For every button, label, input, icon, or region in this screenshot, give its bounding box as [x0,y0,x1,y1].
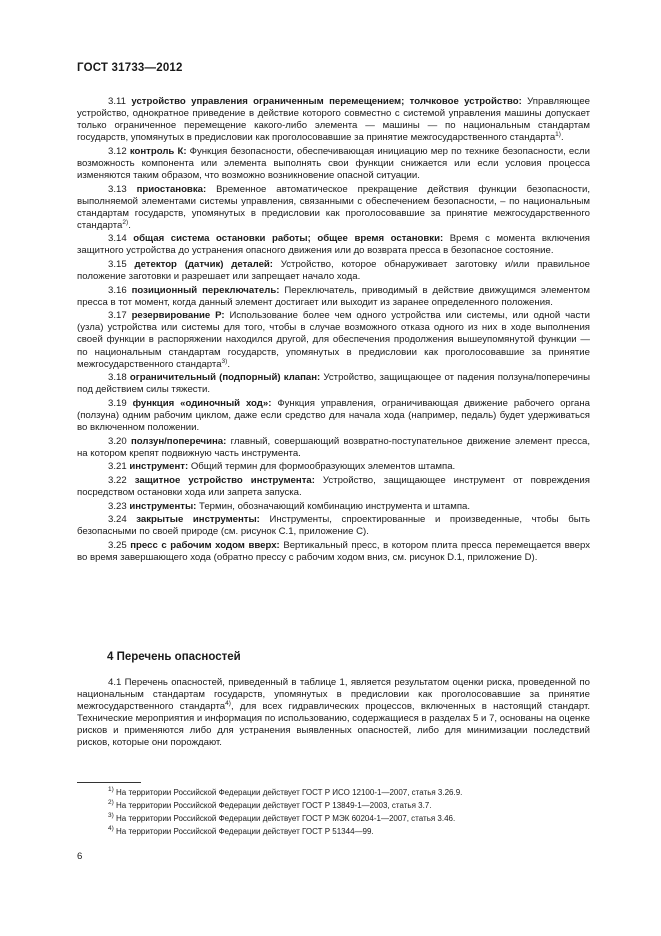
definition-item: 3.20 ползун/поперечина: главный, совершающий возвратно-поступательное движение элемент пресса, на котором крепят подвижную часть инструмента. [77,435,590,459]
definition-text: Устройство, защищающее от падения ползуна/поперечины под действием силы тяжести. [77,372,590,396]
footnote-item: $^{4)}$ На территории Российской Федерации действует ГОСТ Р 51344—99. [108,825,374,837]
section-heading: 4 Перечень опасностей [107,651,241,663]
footnote-ref: 1) [555,131,561,139]
definition-term: устройство управления ограниченным перемещением; толчковое устройство: [131,96,522,107]
footnote-ref: 3) [221,357,228,365]
definition-text: Функция безопасности, обеспечивающая инициацию мер по технике безопасности, если возможность компонента или элемента выполнять свои функции снижается или если условия процесса изменяются таким образом, что возможно возникновение опасной ситуации. [77,145,590,181]
definition-text: Устройство, которое обнаруживает заготовку и/или правильное положение заготовки и разрешает или запрещает начало хода. [77,258,590,283]
definition-term: общая система остановки работы; общее время остановки: [133,233,444,245]
definition-item: 3.12 контроль К: Функция безопасности, обеспечивающая инициацию мер по технике безопасности, если возможность компонента или элемента выполнять свои функции снижается или если условия процесса изменяются таким образом, что возможно возникновение опасной ситуации. [77,145,590,181]
definition-term: инструмент: [129,461,189,473]
definition-term: контроль К: [129,145,187,157]
definition-term: ограничительный (подпорный) клапан: [129,372,321,384]
footnote-item: $^{3)}$ На территории Российской Федерации действует ГОСТ Р МЭК 60204-1—2007, статья 3.46. [108,812,456,824]
definition-term: приостановка: [136,183,207,195]
section-paragraph: 4.1 Перечень опасностей, приведенный в таблице 1, является результатом оценки риска, проведенной по национальным стандартам государств, упомянутых в предисловии как проголосовавшие за принятие межгосударственного стандарта$^{4)}$, для всех гидравлических процессов, включенных в настоящий стандарт. Технические мероприятия и информация по использованию, содержащиеся в разделах 5 и 7, основаны на оценке рисков и применяются либо для устранения выявленных опасностей, либо для минимизации последствий рисков, которые они порождают. [77,677,590,749]
definition-text: Переключатель, приводимый в действие движущимся элементом пресса в тот момент, когда данный элемент достигает или выходит из заранее определенного положения. [77,284,590,308]
page-number: 6 [77,851,83,862]
definition-text: Временное автоматическое прекращение действия функции безопасности, выполняемой элементами системы управления, связанными с обеспечением безопасности, – по национальным стандартам государств, упомянутых в предисловии как проголосовавшие за принятие межгосударственного стандарта [77,183,590,231]
definition-term: позиционный переключатель: [131,284,280,296]
definition-item: 3.25 пресс с рабочим ходом вверх: Вертикальный пресс, в котором плита пресса перемещается вверх во время завершающего хода (обратно прессу с рабочим ходом вниз, см. рисунок D.1, приложение D). [77,539,591,563]
definition-item: 3.17 резервирование Р: Использование более чем одного устройства или системы, или одной части (узла) устройства или системы для того, чтобы в случае возможного отказа одного из них в ходе выполнения своей функции в распоряжении находился другой, для обеспечения продолжения вышеупомянутой функции — по национальным стандартам государств, упомянутых в предисловии как проголосовавшие за принятие межгосударственного стандарта$^{3)}$. [77,310,590,370]
footnote-divider [77,782,141,783]
footnote-ref: 4) [225,700,231,708]
definition-text: Управляющее устройство, однократное приведение в действие которого совместно с системой управления машины допускает только ограниченное перемещение какого-либо элемента — машины — по национальным стандартам государств, упомянутых в предисловии как проголосовавшие за принятие межгосударственного стандарта [77,96,590,144]
definition-text: Инструменты, спроектированные и произведенные, чтобы быть безопасными по своей природе (см. рисунок С.1, приложение С). [77,514,590,538]
footnotes [77,786,590,838]
definition-item: 3.22 защитное устройство инструмента: Устройство, защищающее инструмент от повреждения посредством остановки хода или запрета запуска. [77,474,590,498]
definition-term: функция «одиночный ход»: [132,397,272,409]
footnote-item: $^{1)}$ На территории Российской Федерации действует ГОСТ Р ИСО 12100-1—2007, статья 3.26.9. [108,786,463,797]
definition-text: Термин, обозначающий комбинацию инструмента и штампа. [196,500,471,512]
definition-term: пресс с рабочим ходом вверх: [130,539,280,551]
footnote-item: $^{2)}$ На территории Российской Федерации действует ГОСТ Р 13849-1—2003, статья 3.7. [108,799,432,811]
definition-item: 3.16 позиционный переключатель: Переключатель, приводимый в действие движущимся элементом пресса в тот момент, когда данный элемент достигает или выходит из заранее определенного положения. [77,284,590,308]
definition-item: 3.14 общая система остановки работы; общее время остановки: Время с момента включения защитного устройства до устранения опасного движения или до возврата пресса в безопасное состояние. [77,233,591,257]
definition-item: 3.24 закрытые инструменты: Инструменты, спроектированные и произведенные, чтобы быть безопасными по своей природе (см. рисунок С.1, приложение С). [77,514,590,538]
definitions-list [77,96,590,566]
definition-item: 3.11 устройство управления ограниченным перемещением; толчковое устройство: Управляющее устройство, однократное приведение в действие которого совместно с системой управления машины допускает только ограниченное перемещение какого-либо элемента — машины — по национальным стандартам государств, упомянутых в предисловии как проголосовавшие за принятие межгосударственного стандарта$^{1)}$. [77,96,590,144]
definition-text: главный, совершающий возвратно-поступательное движение элемент пресса, на котором крепят подвижную часть инструмента. [77,435,590,459]
definition-term: закрытые инструменты: [136,514,260,526]
definition-text: Использование более чем одного устройства или системы, или одной части (узла) устройства или системы для того, чтобы в случае возможного отказа одного из них в ходе выполнения своей функции в распоряжении находился другой, для обеспечения продолжения вышеупомянутой функции — по национальным стандартам государств, упомянутых в предисловии как проголосовавшие за принятие межгосударственного стандарта [77,310,590,370]
definition-item: 3.13 приостановка: Временное автоматическое прекращение действия функции безопасности, выполняемой элементами системы управления, связанными с обеспечением безопасности, – по национальным стандартам государств, упомянутых в предисловии как проголосовавшие за принятие межгосударственного стандарта$^{2)}$. [77,183,590,231]
definition-text: Общий термин для формообразующих элементов штампа. [188,461,456,473]
definition-term: ползун/поперечина: [130,435,227,447]
definition-item: 3.19 функция «одиночный ход»: Функция управления, ограничивающая движение рабочего органа (ползуна) одним рабочим циклом, даже если средство для начала хода (например, педаль) будет удерживаться во включенном положении. [77,397,590,433]
definition-item: 3.15 детектор (датчик) деталей: Устройство, которое обнаруживает заготовку и/или правильное положение заготовки и разрешает или запрещает начало хода. [77,258,590,283]
definition-term: инструменты: [129,500,197,512]
definition-item: 3.23 инструменты: Термин, обозначающий комбинацию инструмента и штампа. [108,500,471,512]
definition-item: 3.18 ограничительный (подпорный) клапан: Устройство, защищающее от падения ползуна/поперечины под действием силы тяжести. [77,372,590,396]
definition-text: Устройство, защищающее инструмент от повреждения посредством остановки хода или запрета запуска. [77,474,590,498]
definition-text: Вертикальный пресс, в котором плита пресса перемещается вверх во время завершающего хода (обратно прессу с рабочим ходом вниз, см. рисунок D.1, приложение D). [77,539,591,563]
definition-term: защитное устройство инструмента: [134,474,315,486]
definition-item: 3.21 инструмент: Общий термин для формообразующих элементов штампа. [108,461,456,473]
footnote-ref: 2) [122,218,129,226]
definition-term: детектор (датчик) деталей: [134,258,274,270]
definition-text: Функция управления, ограничивающая движение рабочего органа (ползуна) одним рабочим циклом, даже если средство для начала хода (например, педаль) будет удерживаться во включенном положении. [77,397,590,433]
definition-text: Время с момента включения защитного устройства до устранения опасного движения или до возврата пресса в безопасное состояние. [77,233,591,257]
document-header: ГОСТ 31733—2012 [77,62,183,74]
definition-term: резервирование Р: [131,310,225,322]
